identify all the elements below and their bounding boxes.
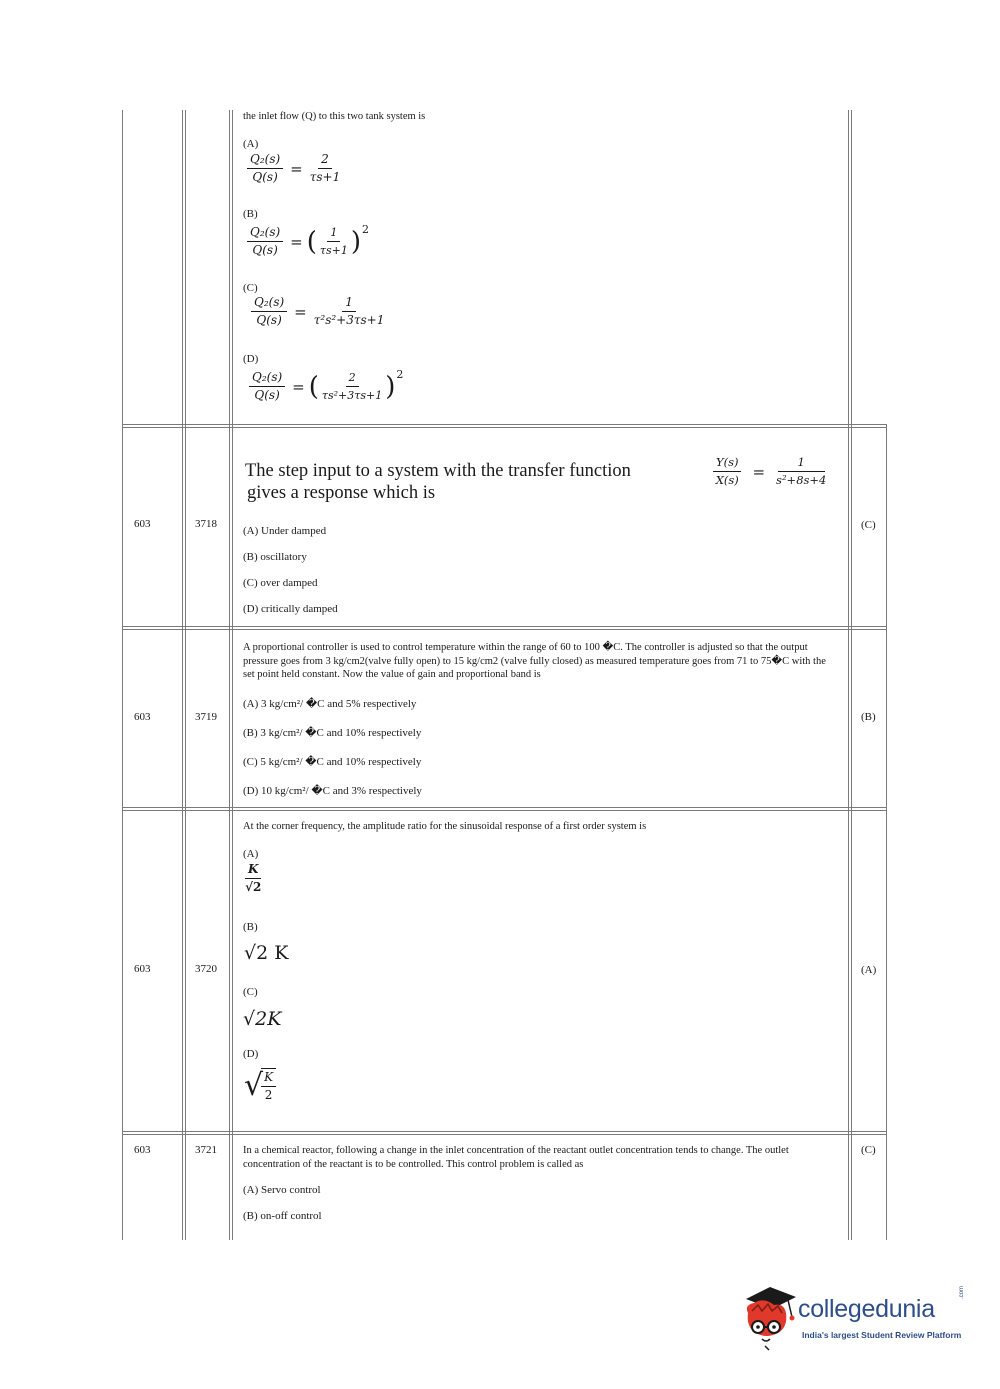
numerator: K bbox=[261, 1070, 276, 1087]
question-text: A proportional controller is used to control temperature within the range of 60 to 100 �C. The controller is adjusted so that the output pressure goes from 3 kg/cm2(valve fully open) to 15 kg/cm2 (valve fully closed) as measured temperature goes from 71 to 75�C with the set point held constant. Now the value of gain and proportional band is bbox=[243, 642, 826, 680]
row-border bbox=[122, 427, 887, 428]
tf-rhs-numerator: 1 bbox=[778, 455, 825, 472]
subject-code: 603 bbox=[134, 1144, 151, 1156]
table-border bbox=[185, 110, 186, 1240]
table-border bbox=[851, 110, 852, 1240]
mascot-icon bbox=[740, 1283, 800, 1353]
option-b-formula: $\frac{\text{Q₂(s)}}{Q(s)}$ = ( $\frac{1}{\tau s+1}$ ) 2 bbox=[244, 225, 369, 258]
row-border bbox=[122, 807, 887, 808]
option-d-formula: √ $\frac{K}{2}$ bbox=[244, 1068, 279, 1103]
numerator: K bbox=[245, 862, 261, 879]
option-label: (C) bbox=[243, 986, 258, 998]
lhs-numerator: Q₂(s) bbox=[249, 370, 285, 387]
lhs-numerator: Q₂(s) bbox=[247, 152, 283, 169]
lhs-denominator: Q(s) bbox=[256, 313, 282, 327]
lhs-denominator: Q(s) bbox=[252, 170, 278, 184]
table-border bbox=[232, 110, 233, 1240]
rhs-numerator: 1 bbox=[327, 225, 340, 242]
question-number: 3720 bbox=[195, 963, 217, 975]
table-border bbox=[229, 110, 230, 1240]
question-text: gives a response which is bbox=[247, 483, 436, 503]
tf-rhs-denominator: s²+8s+4 bbox=[776, 473, 827, 487]
option: (A) 3 kg/cm²/ �C and 5% respectively bbox=[243, 698, 417, 710]
rhs-denominator: τs+1 bbox=[309, 170, 341, 184]
question-text: In a chemical reactor, following a change in the inlet concentration of the reactant outlet concentration tends to change. The outlet concentration of the reactant is to be controlled. This control problem is called as bbox=[243, 1145, 789, 1170]
question-number: 3718 bbox=[195, 518, 217, 530]
denominator: 2 bbox=[264, 1088, 273, 1102]
option-label: (B) bbox=[243, 208, 258, 220]
brand-name: collegedunia bbox=[798, 1295, 935, 1323]
option: (A) Under damped bbox=[243, 525, 327, 537]
option: (C) 5 kg/cm²/ �C and 10% respectively bbox=[243, 756, 422, 768]
row-border bbox=[122, 629, 887, 630]
brand-tagline: India's largest Student Review Platform bbox=[802, 1330, 962, 1340]
question-number: 3719 bbox=[195, 711, 217, 723]
table-border bbox=[122, 110, 123, 1240]
answer: (C) bbox=[861, 1144, 876, 1156]
rhs-numerator: 2 bbox=[318, 152, 332, 169]
lhs-denominator: Q(s) bbox=[252, 243, 278, 257]
answer: (A) bbox=[861, 964, 877, 976]
option-b-formula: √2 K bbox=[244, 942, 289, 964]
row-border bbox=[122, 1131, 887, 1132]
lhs-denominator: Q(s) bbox=[254, 388, 280, 402]
option-a-formula: $\frac{\text{Q₂(s)}}{Q(s)}$ = $\frac{2}{\tau s+1}$ bbox=[244, 152, 343, 185]
table-border bbox=[848, 110, 849, 1240]
question-text: the inlet flow (Q) to this two tank system is bbox=[243, 111, 426, 122]
rhs-numerator: 1 bbox=[342, 295, 356, 312]
subject-code: 603 bbox=[134, 518, 151, 530]
row-border bbox=[122, 810, 887, 811]
option-c-formula: √2K bbox=[243, 1008, 282, 1030]
option: (A) Servo control bbox=[243, 1184, 321, 1196]
rhs-denominator: τs²+3τs+1 bbox=[321, 389, 383, 402]
option-a-formula bbox=[242, 862, 264, 895]
answer: (C) bbox=[861, 519, 876, 531]
denominator: √2 bbox=[245, 880, 262, 894]
question-number: 3721 bbox=[195, 1144, 217, 1156]
rhs-denominator: τ²s²+3τs+1 bbox=[313, 313, 385, 327]
lhs-numerator: Q₂(s) bbox=[247, 225, 283, 242]
option-label: (B) bbox=[243, 921, 258, 933]
rhs-numerator: 2 bbox=[346, 370, 359, 387]
option-label: (D) bbox=[243, 1048, 259, 1060]
transfer-function: $\frac{Y(s)}{X(s)}$ = $\frac{1}{\text{s²+8s+4}}$ bbox=[710, 455, 829, 488]
row-border bbox=[122, 1134, 887, 1135]
option: (B) on-off control bbox=[243, 1210, 322, 1222]
row-border bbox=[122, 424, 887, 425]
option-d-formula: $\frac{\text{Q₂(s)}}{Q(s)}$ = ( $\frac{2}{\text{τs²+3τs+1}}$ ) 2 bbox=[246, 370, 403, 403]
row-border bbox=[122, 626, 887, 627]
answer: (B) bbox=[861, 711, 876, 723]
question-text: At the corner frequency, the amplitude ratio for the sinusoidal response of a first order system is bbox=[243, 821, 647, 832]
subject-code: 603 bbox=[134, 711, 151, 723]
lhs-numerator: Q₂(s) bbox=[251, 295, 287, 312]
brand-suffix: .com bbox=[959, 1285, 965, 1299]
option: (D) critically damped bbox=[243, 603, 338, 615]
tf-lhs-denominator: X(s) bbox=[715, 473, 739, 487]
collegedunia-logo[interactable] bbox=[740, 1283, 980, 1353]
table-border bbox=[886, 425, 887, 1240]
table-border bbox=[182, 110, 183, 1240]
question-text: The step input to a system with the transfer function bbox=[245, 461, 631, 481]
tf-lhs-numerator: Y(s) bbox=[713, 455, 741, 472]
option: (B) oscillatory bbox=[243, 551, 307, 563]
option: (C) over damped bbox=[243, 577, 318, 589]
option-c-formula: $\frac{\text{Q₂(s)}}{Q(s)}$ = $\frac{1}{\text{τ²s²+3τs+1}}$ bbox=[248, 295, 387, 328]
exponent: 2 bbox=[362, 223, 370, 236]
option: (B) 3 kg/cm²/ �C and 10% respectively bbox=[243, 727, 422, 739]
option-label: (A) bbox=[243, 138, 259, 150]
option-label: (A) bbox=[243, 848, 259, 860]
subject-code: 603 bbox=[134, 963, 151, 975]
option-label: (D) bbox=[243, 353, 259, 365]
exponent: 2 bbox=[396, 368, 404, 381]
rhs-denominator: τs+1 bbox=[319, 244, 348, 257]
option: (D) 10 kg/cm²/ �C and 3% respectively bbox=[243, 785, 422, 797]
option-label: (C) bbox=[243, 282, 258, 294]
